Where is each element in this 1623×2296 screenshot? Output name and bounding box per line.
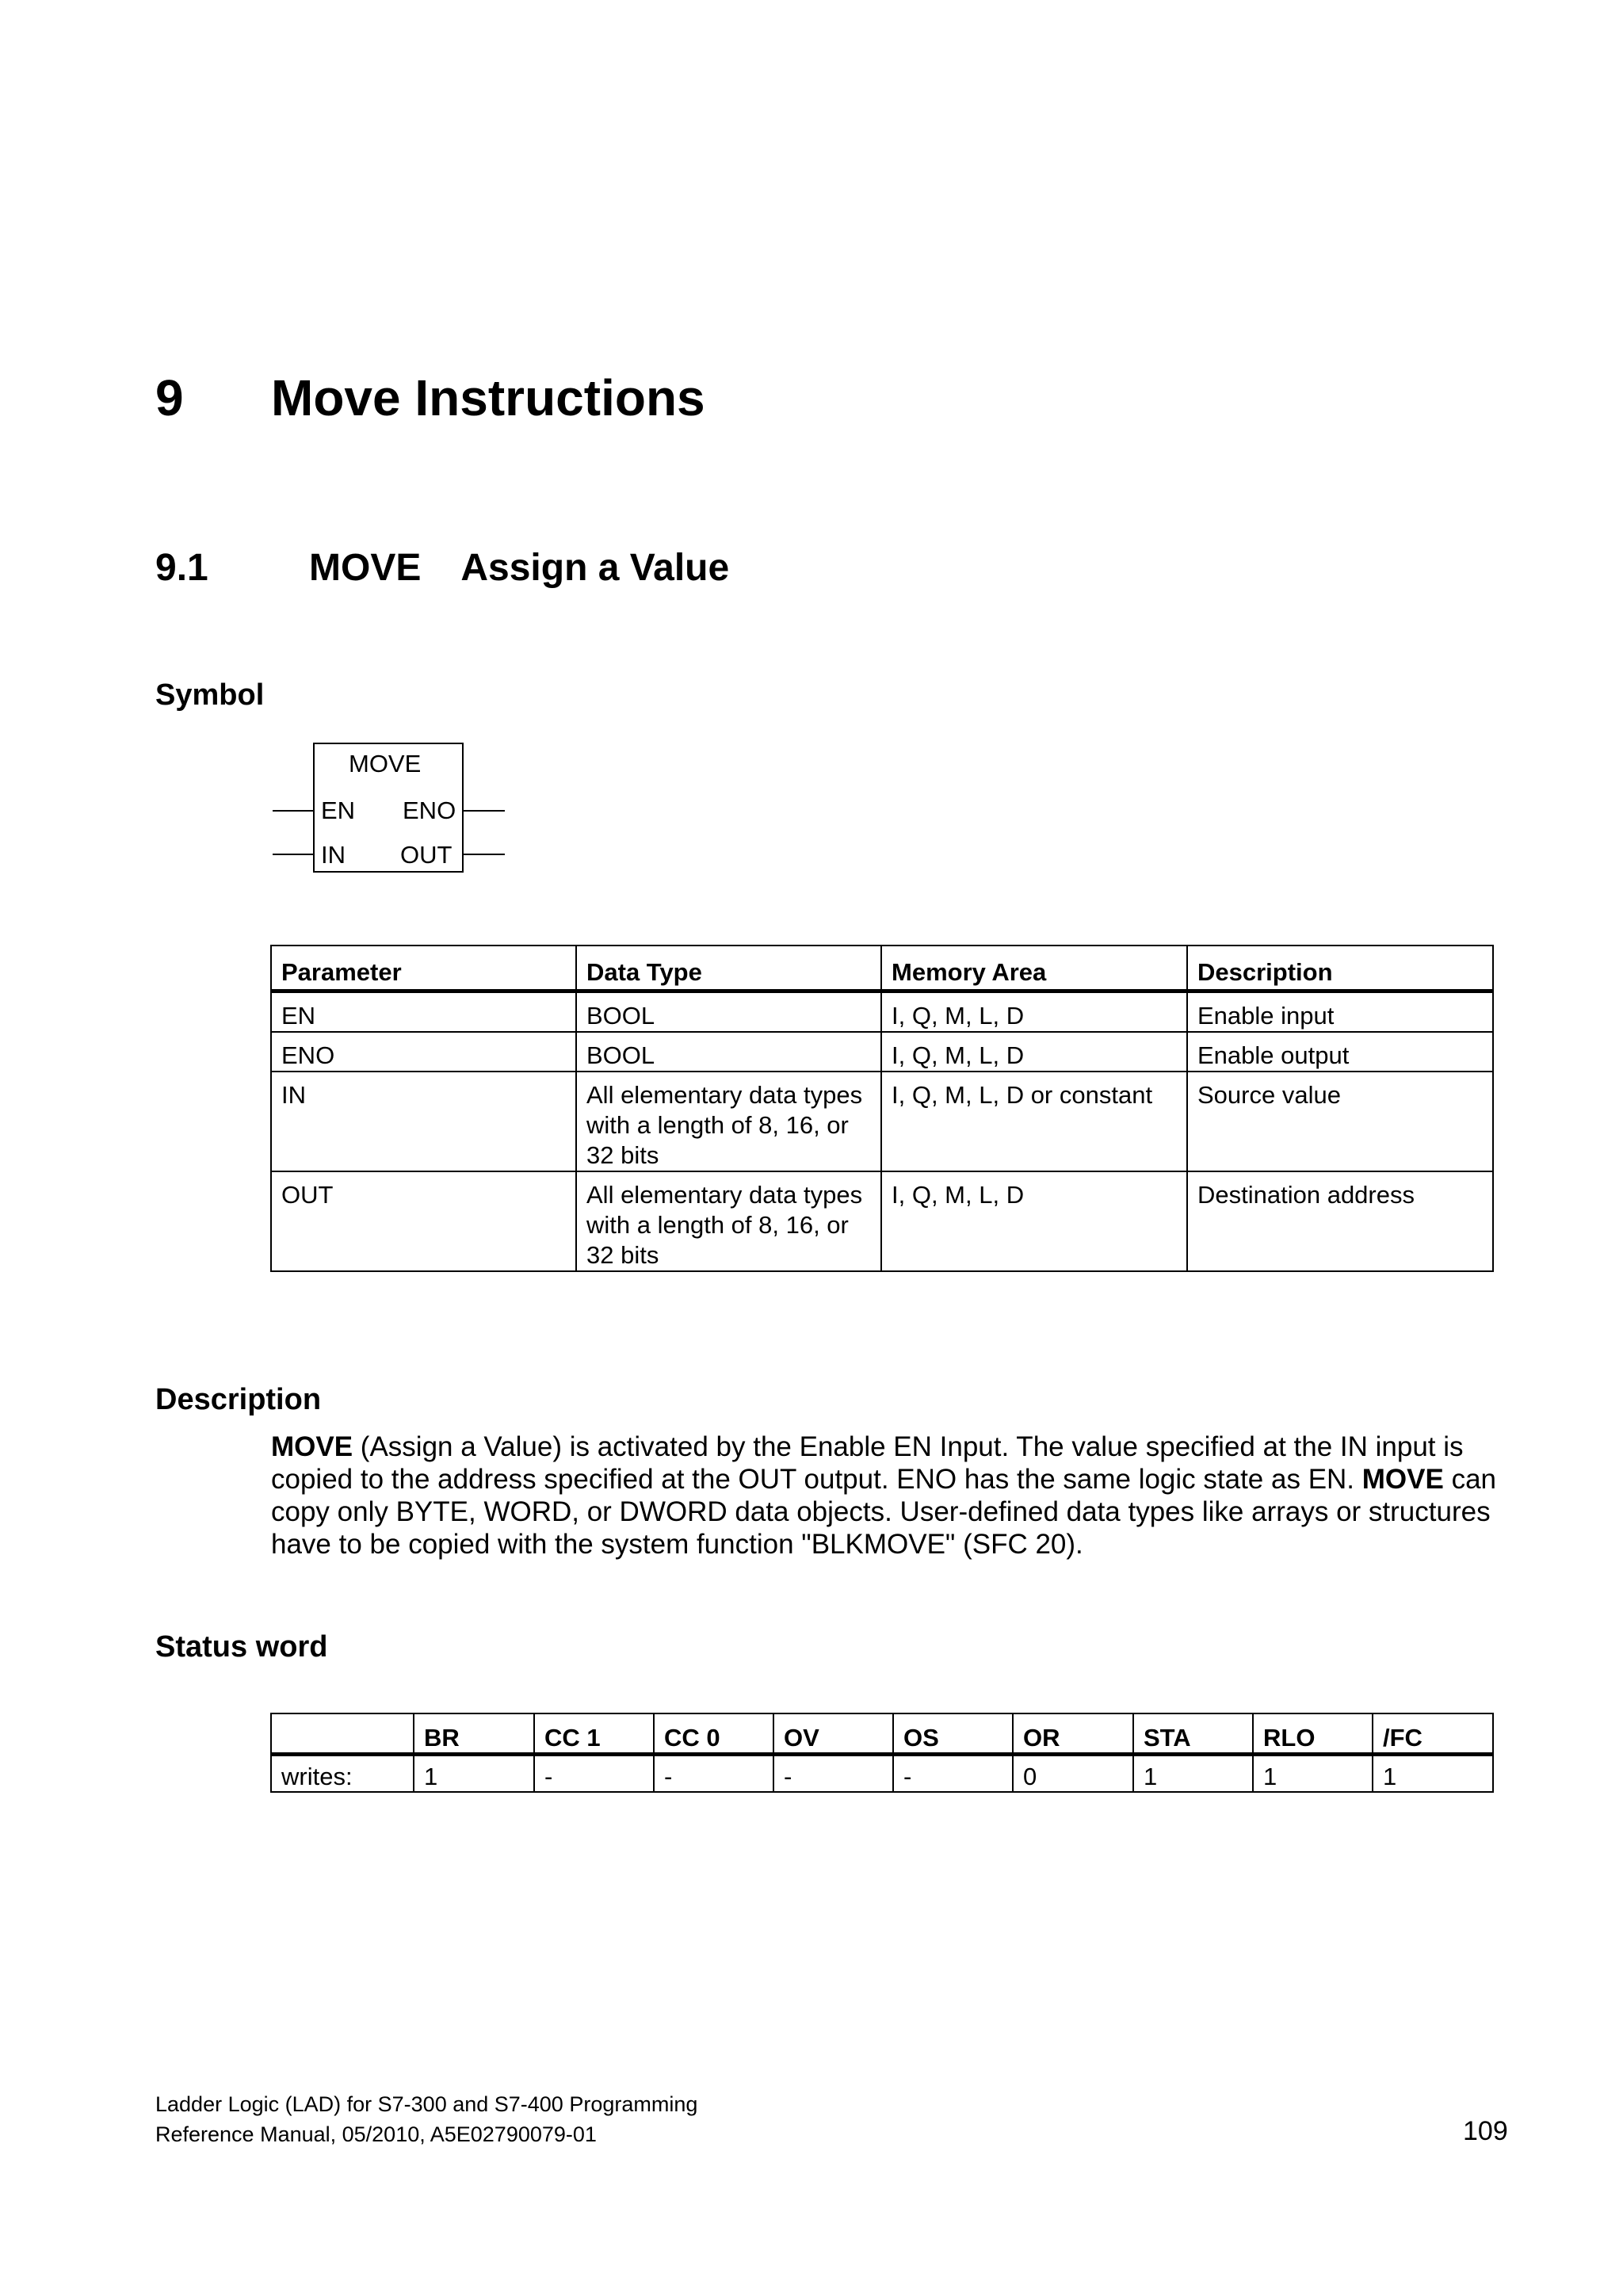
status-header-cell: BR bbox=[414, 1713, 534, 1755]
in-connector-line bbox=[273, 854, 314, 855]
parameter-table bbox=[270, 945, 1494, 1272]
symbol-out-label: OUT bbox=[400, 841, 453, 869]
status-cell: 0 bbox=[1013, 1755, 1133, 1793]
page-number: 109 bbox=[1463, 2116, 1508, 2146]
out-connector-line bbox=[464, 854, 505, 855]
table-cell: All elementary data types with a length of 8, 16, or 32 bits bbox=[576, 1171, 881, 1271]
footer-line-2: Reference Manual, 05/2010, A5E02790079-01 bbox=[155, 2122, 597, 2146]
en-connector-line bbox=[273, 810, 314, 812]
table-header-cell: Parameter bbox=[271, 946, 576, 991]
symbol-en-label: EN bbox=[321, 797, 356, 824]
description-text-1: (Assign a Value) is activated by the Enable EN Input. The value specified at the IN input is copied to the address specified at the OUT output. ENO has the same logic state as EN. bbox=[271, 1431, 1464, 1495]
status-row bbox=[271, 1755, 1493, 1793]
status-cell: - bbox=[654, 1755, 773, 1793]
status-header-cell: /FC bbox=[1373, 1713, 1493, 1755]
status-cell: 1 bbox=[414, 1755, 534, 1793]
chapter-title: Move Instructions bbox=[271, 369, 705, 426]
status-word-table bbox=[270, 1713, 1494, 1793]
status-header-cell: CC 0 bbox=[654, 1713, 773, 1755]
status-header-cell bbox=[271, 1713, 414, 1755]
status-cell: 1 bbox=[1133, 1755, 1253, 1793]
table-cell: Enable input bbox=[1187, 991, 1493, 1033]
status-header-cell: OR bbox=[1013, 1713, 1133, 1755]
table-cell: OUT bbox=[271, 1171, 576, 1271]
description-bold-move-2: MOVE bbox=[1361, 1464, 1444, 1495]
status-header-cell: STA bbox=[1133, 1713, 1253, 1755]
status-cell: - bbox=[773, 1755, 893, 1793]
status-word-heading: Status word bbox=[155, 1630, 328, 1664]
description-bold-move-1: MOVE bbox=[271, 1431, 353, 1462]
table-row bbox=[271, 1171, 1493, 1271]
section-number: 9.1 bbox=[155, 547, 208, 589]
description-text-2: can copy only BYTE, WORD, or DWORD data objects. User-defined data types like arrays or structures have to be copied with the system function "BLKMOVE" (SFC 20). bbox=[271, 1464, 1496, 1560]
table-cell: All elementary data types with a length of 8, 16, or 32 bits bbox=[576, 1072, 881, 1171]
section-title bbox=[309, 549, 729, 587]
table-cell: BOOL bbox=[576, 991, 881, 1033]
symbol-eno-label: ENO bbox=[403, 797, 456, 824]
status-cell: 1 bbox=[1373, 1755, 1493, 1793]
status-cell: 1 bbox=[1253, 1755, 1373, 1793]
table-cell: I, Q, M, L, D bbox=[881, 991, 1187, 1033]
status-header-cell: CC 1 bbox=[534, 1713, 654, 1755]
table-cell: I, Q, M, L, D or constant bbox=[881, 1072, 1187, 1171]
table-header-cell: Memory Area bbox=[881, 946, 1187, 991]
description-heading: Description bbox=[155, 1383, 322, 1416]
table-row bbox=[271, 1032, 1493, 1072]
status-cell: writes: bbox=[271, 1755, 414, 1793]
table-cell: Enable output bbox=[1187, 1032, 1493, 1072]
table-cell: Destination address bbox=[1187, 1171, 1493, 1271]
section-mnemonic: MOVE bbox=[309, 547, 422, 589]
symbol-in-label: IN bbox=[321, 841, 346, 869]
description-paragraph bbox=[271, 1431, 1507, 1561]
table-cell: IN bbox=[271, 1072, 576, 1171]
footer-line-1: Ladder Logic (LAD) for S7-300 and S7-400 Programming bbox=[155, 2092, 698, 2116]
table-cell: I, Q, M, L, D bbox=[881, 1032, 1187, 1072]
table-header-cell: Data Type bbox=[576, 946, 881, 991]
chapter-number: 9 bbox=[155, 369, 184, 426]
status-header-cell: OV bbox=[773, 1713, 893, 1755]
status-header-cell: OS bbox=[893, 1713, 1013, 1755]
table-cell: I, Q, M, L, D bbox=[881, 1171, 1187, 1271]
table-cell: BOOL bbox=[576, 1032, 881, 1072]
status-header-cell: RLO bbox=[1253, 1713, 1373, 1755]
table-cell: ENO bbox=[271, 1032, 576, 1072]
status-cell: - bbox=[534, 1755, 654, 1793]
table-header-row bbox=[271, 946, 1493, 991]
status-cell: - bbox=[893, 1755, 1013, 1793]
table-row bbox=[271, 1072, 1493, 1171]
symbol-box-title: MOVE bbox=[349, 750, 422, 777]
table-cell: EN bbox=[271, 991, 576, 1033]
table-cell: Source value bbox=[1187, 1072, 1493, 1171]
table-header-cell: Description bbox=[1187, 946, 1493, 991]
table-row bbox=[271, 991, 1493, 1033]
status-header-row bbox=[271, 1713, 1493, 1755]
symbol-heading: Symbol bbox=[155, 678, 265, 712]
eno-connector-line bbox=[464, 810, 505, 812]
section-title-text: Assign a Value bbox=[460, 547, 730, 589]
